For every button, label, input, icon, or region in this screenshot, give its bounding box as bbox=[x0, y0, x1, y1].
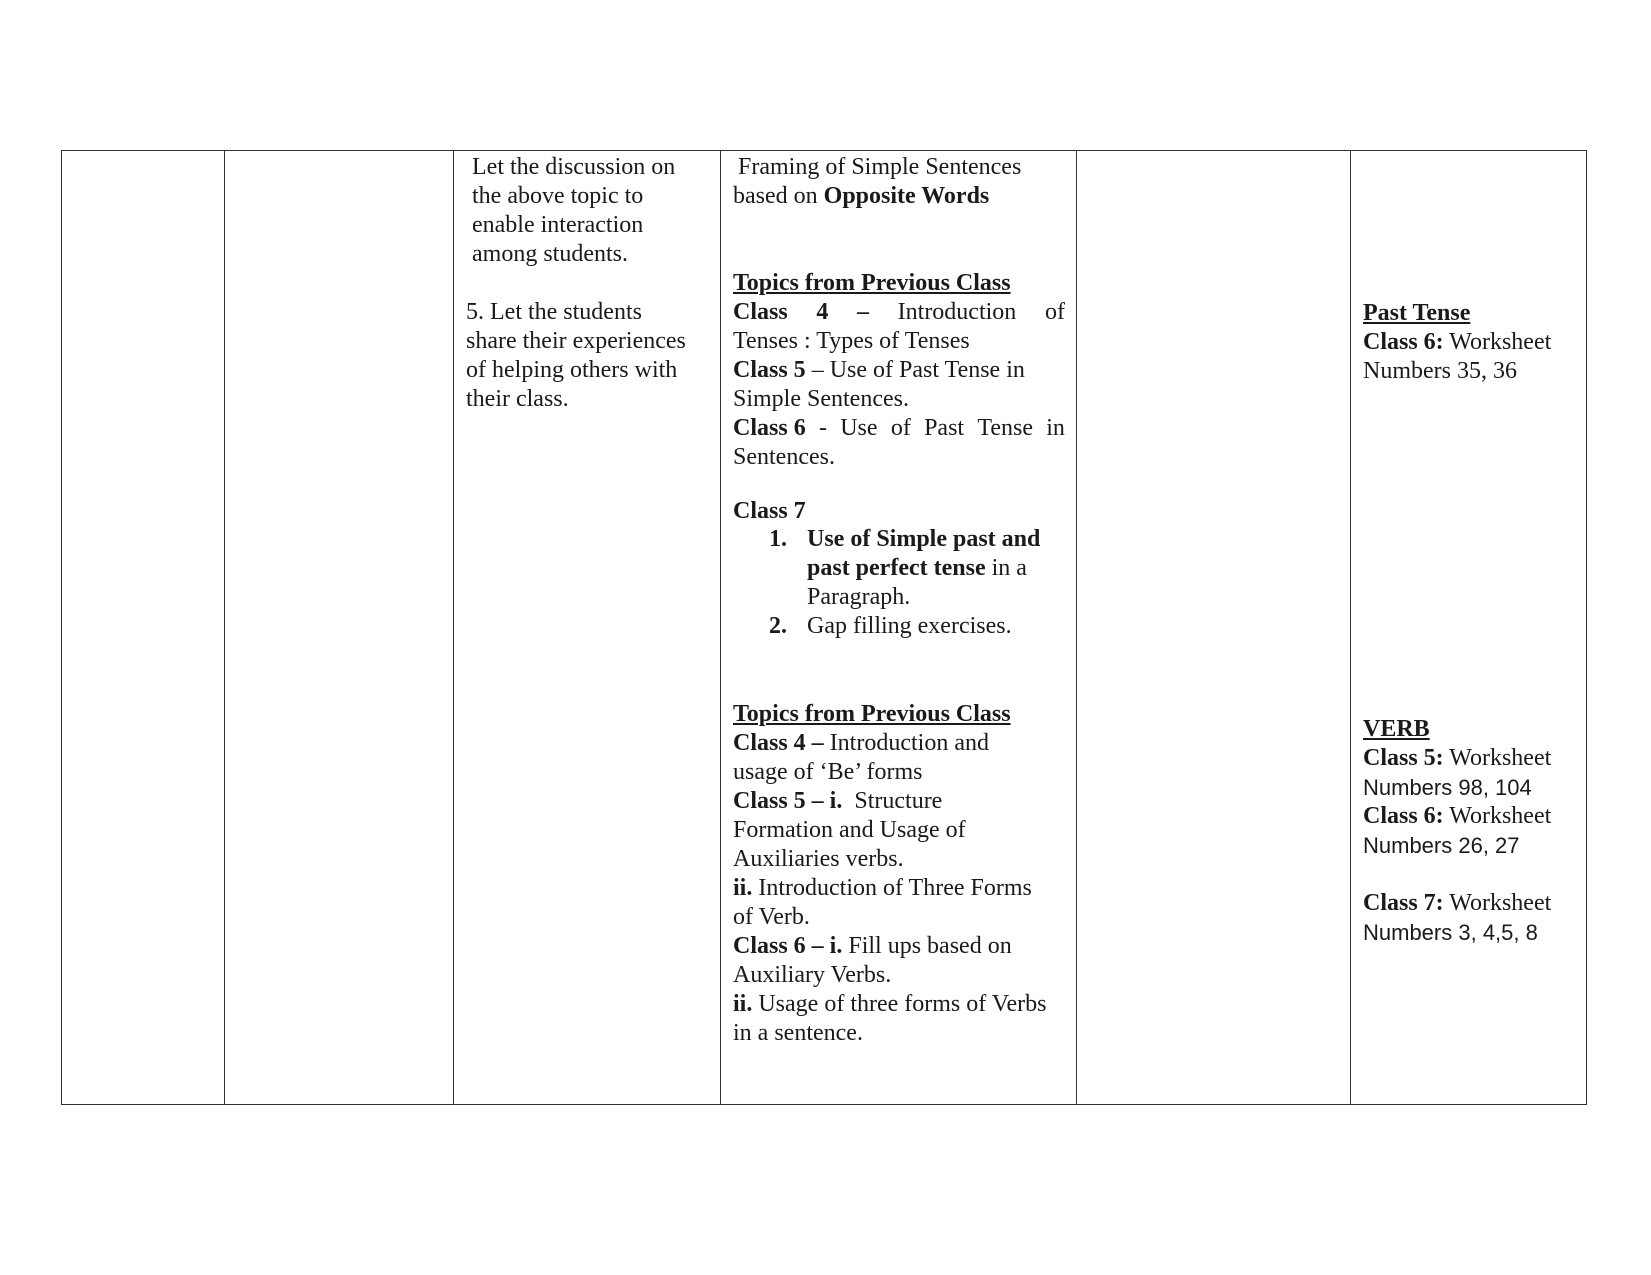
text-line bbox=[733, 729, 1046, 758]
class-label: Class 6 – i. bbox=[733, 933, 843, 959]
text-line: Tenses : Types of Tenses bbox=[733, 328, 970, 354]
list-item-2 bbox=[733, 612, 1073, 641]
class-label: Class 7: bbox=[1363, 890, 1444, 916]
lesson-plan-table bbox=[61, 150, 1587, 1105]
text-line bbox=[807, 554, 1073, 583]
section-heading: Topics from Previous Class bbox=[733, 270, 1011, 296]
text-line: Numbers 98, 104 bbox=[1363, 775, 1532, 800]
table-column-2 bbox=[225, 151, 454, 1104]
text-span: Past bbox=[924, 415, 965, 441]
text-line: of Verb. bbox=[733, 904, 810, 930]
text-line bbox=[1363, 328, 1551, 357]
text-line: Numbers 26, 27 bbox=[1363, 833, 1520, 858]
text-line: Auxiliaries verbs. bbox=[733, 846, 904, 872]
class-label: Class 4 – bbox=[733, 730, 824, 756]
text-span: – Use of Past Tense in bbox=[805, 357, 1025, 383]
text-span: Class bbox=[733, 299, 788, 325]
text-span: Worksheet bbox=[1443, 803, 1552, 829]
verb-block bbox=[1363, 715, 1551, 947]
table-column-activities bbox=[454, 151, 721, 1104]
table-column-topics bbox=[721, 151, 1077, 1104]
framing-block bbox=[733, 153, 1021, 211]
text-line: Auxiliary Verbs. bbox=[733, 962, 892, 988]
text-line: Use of Simple past and bbox=[807, 526, 1041, 552]
list-number: 2. bbox=[769, 613, 787, 639]
class-label: ii. bbox=[733, 875, 753, 901]
text-span: of bbox=[890, 415, 911, 441]
text-line: Simple Sentences. bbox=[733, 386, 909, 412]
text-span: Worksheet bbox=[1443, 329, 1552, 355]
worksheet-heading: VERB bbox=[1363, 716, 1430, 742]
past-tense-block bbox=[1363, 299, 1551, 386]
text-span: – bbox=[857, 299, 869, 325]
table-column-worksheets bbox=[1351, 151, 1588, 1104]
text-span: Tense bbox=[977, 415, 1033, 441]
text-span: 4 bbox=[816, 299, 829, 325]
text-span: Structure bbox=[842, 788, 943, 814]
activity-paragraph-2 bbox=[466, 298, 686, 414]
framing-line bbox=[733, 182, 1021, 211]
text-line: among students. bbox=[472, 241, 628, 267]
opposite-words-bold: Opposite Words bbox=[823, 183, 990, 209]
text-span: Introduction and bbox=[823, 730, 989, 756]
class-label: ii. bbox=[733, 991, 753, 1017]
text-line: Let the discussion on bbox=[472, 154, 676, 180]
text-line: Gap filling exercises. bbox=[807, 613, 1012, 639]
class-number: 6 bbox=[793, 415, 806, 441]
table-column-5 bbox=[1077, 151, 1351, 1104]
text-span: based on bbox=[733, 183, 824, 209]
text-line bbox=[733, 874, 1046, 903]
previous-topics-block-1 bbox=[733, 269, 1065, 472]
table-column-1 bbox=[62, 151, 225, 1104]
text-span: Worksheet bbox=[1443, 890, 1552, 916]
class-label: Class 5: bbox=[1363, 745, 1444, 771]
class-label: Class 6: bbox=[1363, 803, 1444, 829]
class-5-line bbox=[733, 356, 1065, 385]
worksheet-heading: Past Tense bbox=[1363, 300, 1471, 326]
text-line: enable interaction bbox=[472, 212, 644, 238]
class-label: Class bbox=[733, 415, 788, 441]
text-line: Sentences. bbox=[733, 444, 835, 470]
class-label: Class 5 bbox=[733, 357, 806, 383]
text-span: Introduction bbox=[897, 299, 1017, 325]
text-span: Introduction of Three Forms bbox=[752, 875, 1032, 901]
text-line: usage of ‘Be’ forms bbox=[733, 759, 923, 785]
text-line bbox=[733, 932, 1046, 961]
text-span: Fill ups based on bbox=[842, 933, 1012, 959]
text-line: Paragraph. bbox=[807, 584, 911, 610]
list-item-1 bbox=[733, 525, 1073, 612]
text-line: Numbers 35, 36 bbox=[1363, 358, 1517, 384]
text-span: Worksheet bbox=[1443, 745, 1552, 771]
previous-topics-block-2 bbox=[733, 700, 1046, 1048]
text-span: in bbox=[1046, 415, 1065, 441]
text-span: - bbox=[818, 415, 827, 441]
text-line: of helping others with bbox=[466, 357, 678, 383]
text-span: in a bbox=[985, 555, 1027, 581]
text-line bbox=[733, 787, 1046, 816]
spacer bbox=[1363, 860, 1551, 889]
framing-line: Framing of Simple Sentences bbox=[738, 154, 1022, 180]
class-6-line bbox=[733, 414, 1065, 443]
list-number: 1. bbox=[769, 526, 787, 552]
text-line bbox=[1363, 744, 1551, 773]
text-line: their class. bbox=[466, 386, 569, 412]
text-line: share their experiences bbox=[466, 328, 686, 354]
text-line: Formation and Usage of bbox=[733, 817, 966, 843]
text-span: past perfect tense bbox=[807, 555, 986, 581]
text-line: in a sentence. bbox=[733, 1020, 863, 1046]
class-7-label: Class 7 bbox=[733, 498, 806, 524]
section-heading: Topics from Previous Class bbox=[733, 701, 1011, 727]
text-line bbox=[1363, 802, 1551, 831]
text-span: Use bbox=[840, 415, 878, 441]
text-line: Numbers 3, 4,5, 8 bbox=[1363, 920, 1538, 945]
class-4-line bbox=[733, 298, 1065, 327]
text-line: the above topic to bbox=[472, 183, 644, 209]
text-line: 5. Let the students bbox=[466, 299, 642, 325]
text-span: of bbox=[1044, 299, 1065, 325]
class-label: Class 6: bbox=[1363, 329, 1444, 355]
class-label: Class 5 – i. bbox=[733, 788, 843, 814]
activity-paragraph-1 bbox=[472, 153, 675, 269]
text-line bbox=[1363, 889, 1551, 918]
text-span: Usage of three forms of Verbs bbox=[752, 991, 1047, 1017]
text-line bbox=[733, 990, 1046, 1019]
